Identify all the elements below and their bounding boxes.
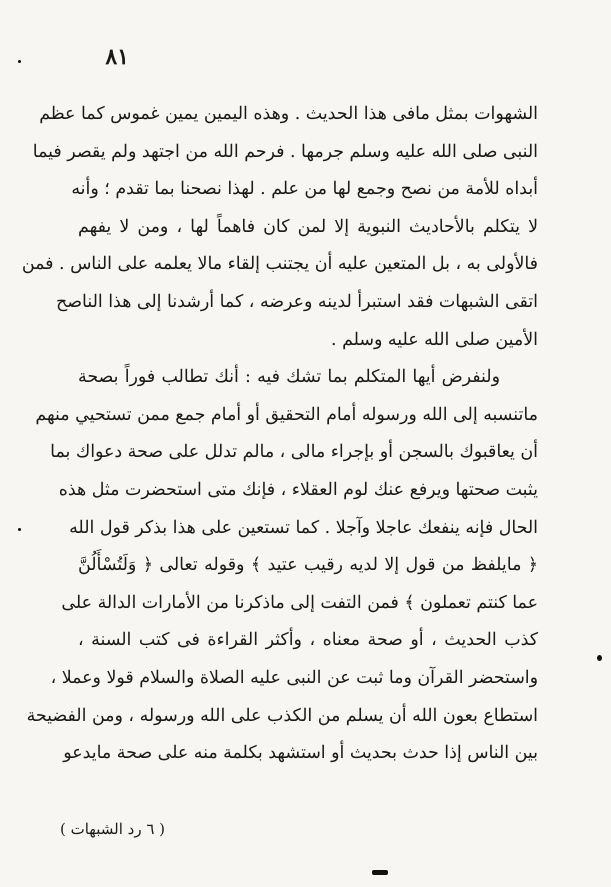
text-line: يثبت صحتها ويرفع عنك لوم العقلاء ، فإنك متى استحضرت مثل هذه (58, 479, 538, 500)
scan-speck (18, 60, 21, 63)
scan-mark (372, 870, 388, 875)
text-line: اتقى الشبهات فقد استبرأ لدينه وعرضه ، كما أرشدنا إلى هذا الناصح (56, 291, 538, 312)
scan-speck (18, 528, 21, 531)
footer-chapter-label: ( ٦ رد الشبهات ) (60, 820, 166, 838)
text-line: لا يتكلم بالأحاديث النبوية إلا لمن كان فاهماً لها ، ومن لا يفهم (78, 216, 538, 237)
quran-verse-line: ﴿ مايلفظ من قول إلا لديه رقيب عتيد ﴾ وقوله تعالى ﴿ وَلَتُسْأَلُنَّ (78, 555, 538, 576)
text-line: فالأولى به ، بل المتعين عليه أن يجتنب إلقاء مالا يعلمه على الناس . فمن (21, 254, 538, 275)
paragraph-end-line: الأمين صلى الله عليه وسلم . (331, 329, 538, 350)
page-number: ٨١ (105, 44, 129, 70)
body-text (21, 96, 538, 773)
text-line: واستحضر القرآن وما ثبت عن النبى عليه الصلاة والسلام قولا وعملا ، (50, 667, 538, 688)
text-line: ماتنسبه إلى الله ورسوله أمام التحقيق أو أمام جمع ممن تستحيي منهم (35, 404, 538, 425)
text-line: أبداه للأمة من نصح وجمع لها من علم . لهذا نصحنا بما تقدم ؛ وأنه (71, 179, 538, 200)
paragraph-start-line: ولنفرض أيها المتكلم بما تشك فيه : أنك تطالب فوراً بصحة (78, 367, 500, 388)
text-line: النبى صلى الله عليه وسلم جرمها . فرحم الله من اجتهد ولم يقصر فيما (32, 141, 538, 162)
scan-speck (597, 655, 602, 661)
text-line: بين الناس إذا حدث بحديث أو استشهد بكلمة منه على صحة مايدعو (63, 743, 538, 764)
text-line: استطاع بعون الله أن يسلم من الكذب على الله ورسوله ، ومن الفضيحة (26, 705, 538, 726)
text-line: أن يعاقبوك بالسجن أو بإجراء مالى ، مالم تدلل على صحة دعواك بما (50, 442, 538, 463)
text-line: كذب الحديث ، أو صحة معناه ، وأكثر القراءة فى كتب السنة ، (78, 630, 538, 651)
text-line: عما كنتم تعملون ﴾ فمن التفت إلى ماذكرنا من الأمارات الدالة على (61, 592, 538, 613)
text-line: الحال فإنه ينفعك عاجلا وآجلا . كما تستعين على هذا بذكر قول الله (69, 517, 538, 538)
text-line: الشهوات بمثل مافى هذا الحديث . وهذه اليمين يمين غموس كما عظم (39, 104, 538, 124)
